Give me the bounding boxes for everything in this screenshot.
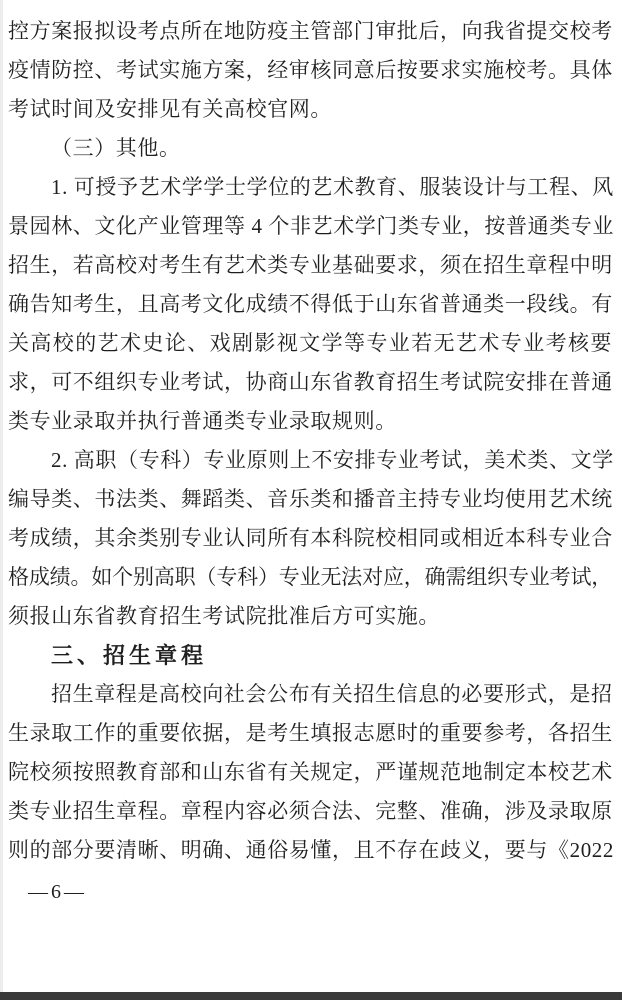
document-line: 须报山东省教育招生考试院批准后方可实施。	[8, 604, 440, 628]
document-line: 考试时间及安排见有关高校官网。	[8, 97, 332, 121]
scan-edge-strip	[0, 0, 3, 1000]
page-number: —6—	[28, 881, 87, 903]
document-line: 招生，若高校对考生有艺术类专业基础要求，须在招生章程中明	[8, 253, 613, 277]
document-line: 疫情防控、考试实施方案，经审核同意后按要求实施校考。具体	[8, 58, 613, 82]
document-line: 1. 可授予艺术学学士学位的艺术教育、服装设计与工程、风	[51, 175, 614, 199]
document-line: 考成绩，其余类别专业认同所有本科院校相同或相近本科专业合	[8, 526, 613, 550]
document-line: 求，可不组织专业考试，协商山东省教育招生考试院安排在普通	[8, 370, 613, 394]
document-line: 生录取工作的重要依据，是考生填报志愿时的重要参考，各招生	[8, 721, 613, 745]
document-line: 类专业录取并执行普通类专业录取规则。	[8, 409, 397, 433]
document-line: 类专业招生章程。章程内容必须合法、完整、准确，涉及录取原	[8, 799, 613, 823]
document-text-block	[8, 12, 612, 906]
document-line: 招生章程是高校向社会公布有关招生信息的必要形式，是招	[51, 682, 613, 706]
document-line: 格成绩。如个别高职（专科）专业无法对应，确需组织专业考试，	[8, 565, 612, 589]
document-line: 院校须按照教育部和山东省有关规定，严谨规范地制定本校艺术	[8, 760, 613, 784]
bottom-scan-bar	[0, 992, 622, 1000]
subsection-heading-other: （三）其他。	[51, 136, 181, 160]
document-line: 2. 高职（专科）专业原则上不安排专业考试，美术类、文学	[51, 448, 614, 472]
section-heading-admission-charter: 三、招生章程	[51, 643, 208, 668]
document-line: 确告知考生，且高考文化成绩不得低于山东省普通类一段线。有	[8, 292, 613, 316]
document-line: 则的部分要清晰、明确、通俗易懂，且不存在歧义，要与《2022	[8, 838, 614, 862]
document-line: 关高校的艺术史论、戏剧影视文学等专业若无艺术专业考核要	[8, 331, 612, 355]
document-line: 控方案报拟设考点所在地防疫主管部门审批后，向我省提交校考	[8, 19, 613, 43]
document-line: 景园林、文化产业管理等 4 个非艺术学门类专业，按普通类专业	[8, 214, 614, 238]
document-line: 编导类、书法类、舞蹈类、音乐类和播音主持专业均使用艺术统	[8, 487, 613, 511]
